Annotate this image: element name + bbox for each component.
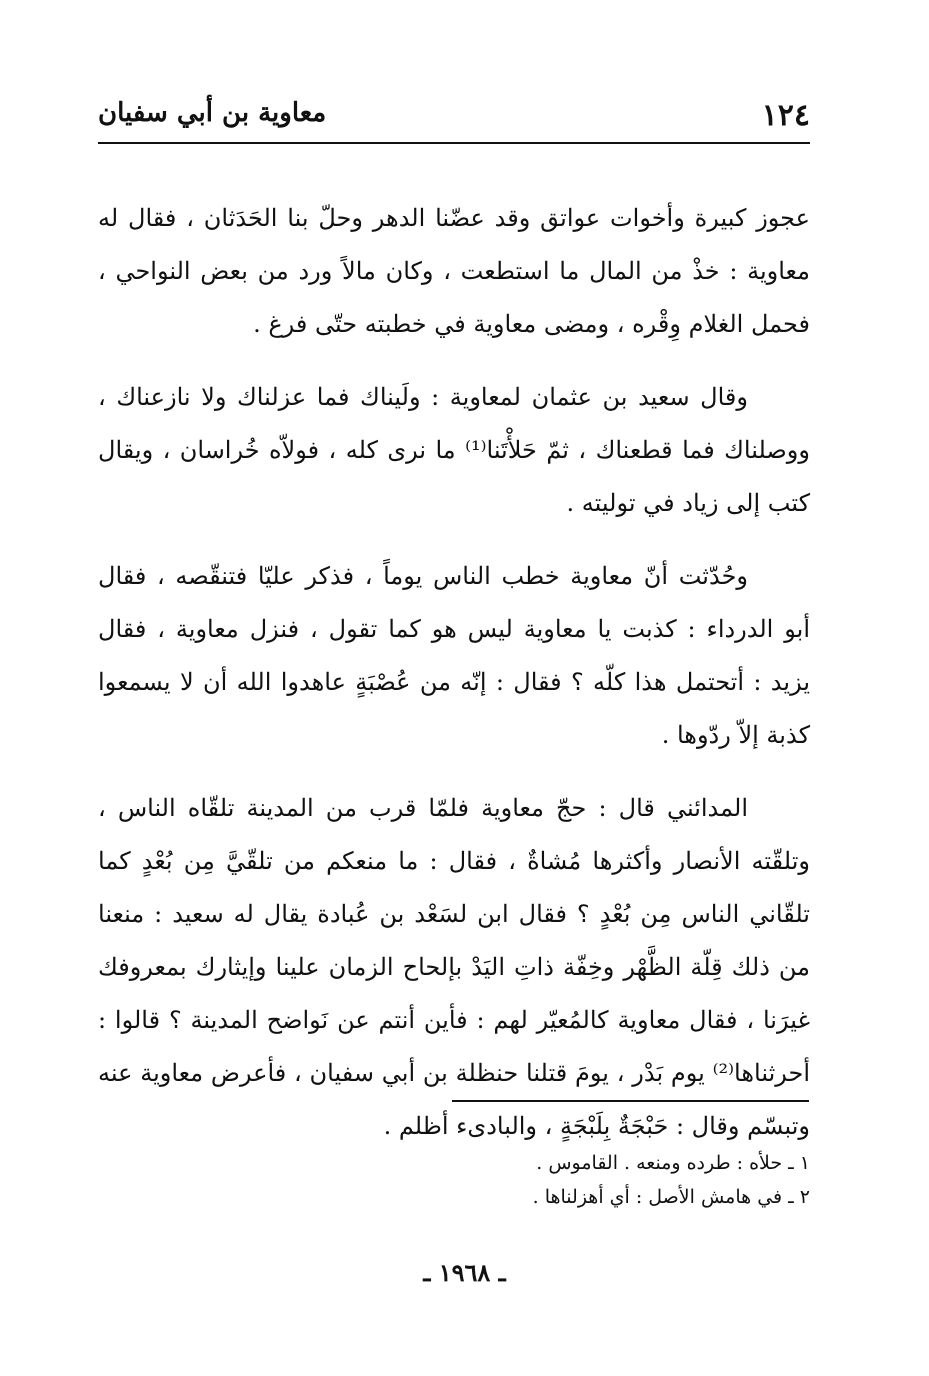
header-title: معاوية بن أبي سفيان xyxy=(98,98,327,128)
footnote-2: ٢ ـ في هامش الأصل : أي أهزلناها . xyxy=(532,1186,810,1208)
footnote-separator xyxy=(452,1100,809,1102)
paragraph-continuation: عجوز كبيرة وأخوات عواتق وقد عضّنا الدهر وحلّ بنا الحَدَثان ، فقال له معاوية : خذْ من المال ما استطعت ، وكان مالاً ورد من بعض النواحي ، فحمل الغلام وِقْره ، ومضى معاوية في خطبته حتّى فرغ . xyxy=(98,204,810,338)
paragraph-madaini: المدائني قال : حجّ معاوية فلمّا قرب من المدينة تلقّاه الناس ، وتلقّته الأنصار وأكثرها مُشاةٌ ، فقال : ما منعكم من تلقّيَّ مِن بُعْدٍ كما تلقّاني الناس مِن بُعْدٍ ؟ فقال ابن لسَعْد بن عُبادة يقال له سعيد : منعنا من ذلك قِلّة الظَّهْر وخِفّة ذاتِ اليَدْ بإلحاح الزمان علينا وإيثارك بمعروفك غيرَنا ، فقال معاوية كالمُعيّر لهم : فأين أنتم عن نَواضح المدينة ؟ قالوا : أحرثناها⁽²⁾ يوم بَدْر ، يومَ قتلنا حنظلة بن أبي سفيان ، فأعرض معاوية عنه وتبسّم وقال : حَبْجَةٌ بِلَبْجَةٍ ، والبادىء أظلم . xyxy=(98,794,811,1140)
header-page-number: ١٢٤ xyxy=(761,98,810,133)
running-header xyxy=(98,92,810,144)
page-footer-number: ـ ١٩٦٨ ـ xyxy=(423,1258,506,1287)
footnote-1: ١ ـ حلأه : طرده ومنعه . القاموس . xyxy=(536,1152,810,1174)
paragraph-abu-darda: وحُدّثت أنّ معاوية خطب الناس يوماً ، فذكر عليّا فتنقّصه ، فقال أبو الدرداء : كذبت يا معاوية ليس هو كما تقول ، فنزل معاوية ، فقال يزيد : أتحتمل هذا كلّه ؟ فقال : إنّه من عُصْبَةٍ عاهدوا الله أن لا يسمعوا كذبة إلاّ ردّوها . xyxy=(98,562,810,749)
paragraph-said-bin-uthman: وقال سعيد بن عثمان لمعاوية : ولَيناك فما عزلناك ولا نازعناك ، ووصلناك فما قطعناك ، ثمّ حَلأْتَنا⁽¹⁾ ما نرى كله ، فولاّه خُراسان ، ويقال كتب إلى زياد في توليته . xyxy=(98,383,810,517)
footnotes xyxy=(98,1146,810,1214)
main-text xyxy=(98,192,810,1153)
